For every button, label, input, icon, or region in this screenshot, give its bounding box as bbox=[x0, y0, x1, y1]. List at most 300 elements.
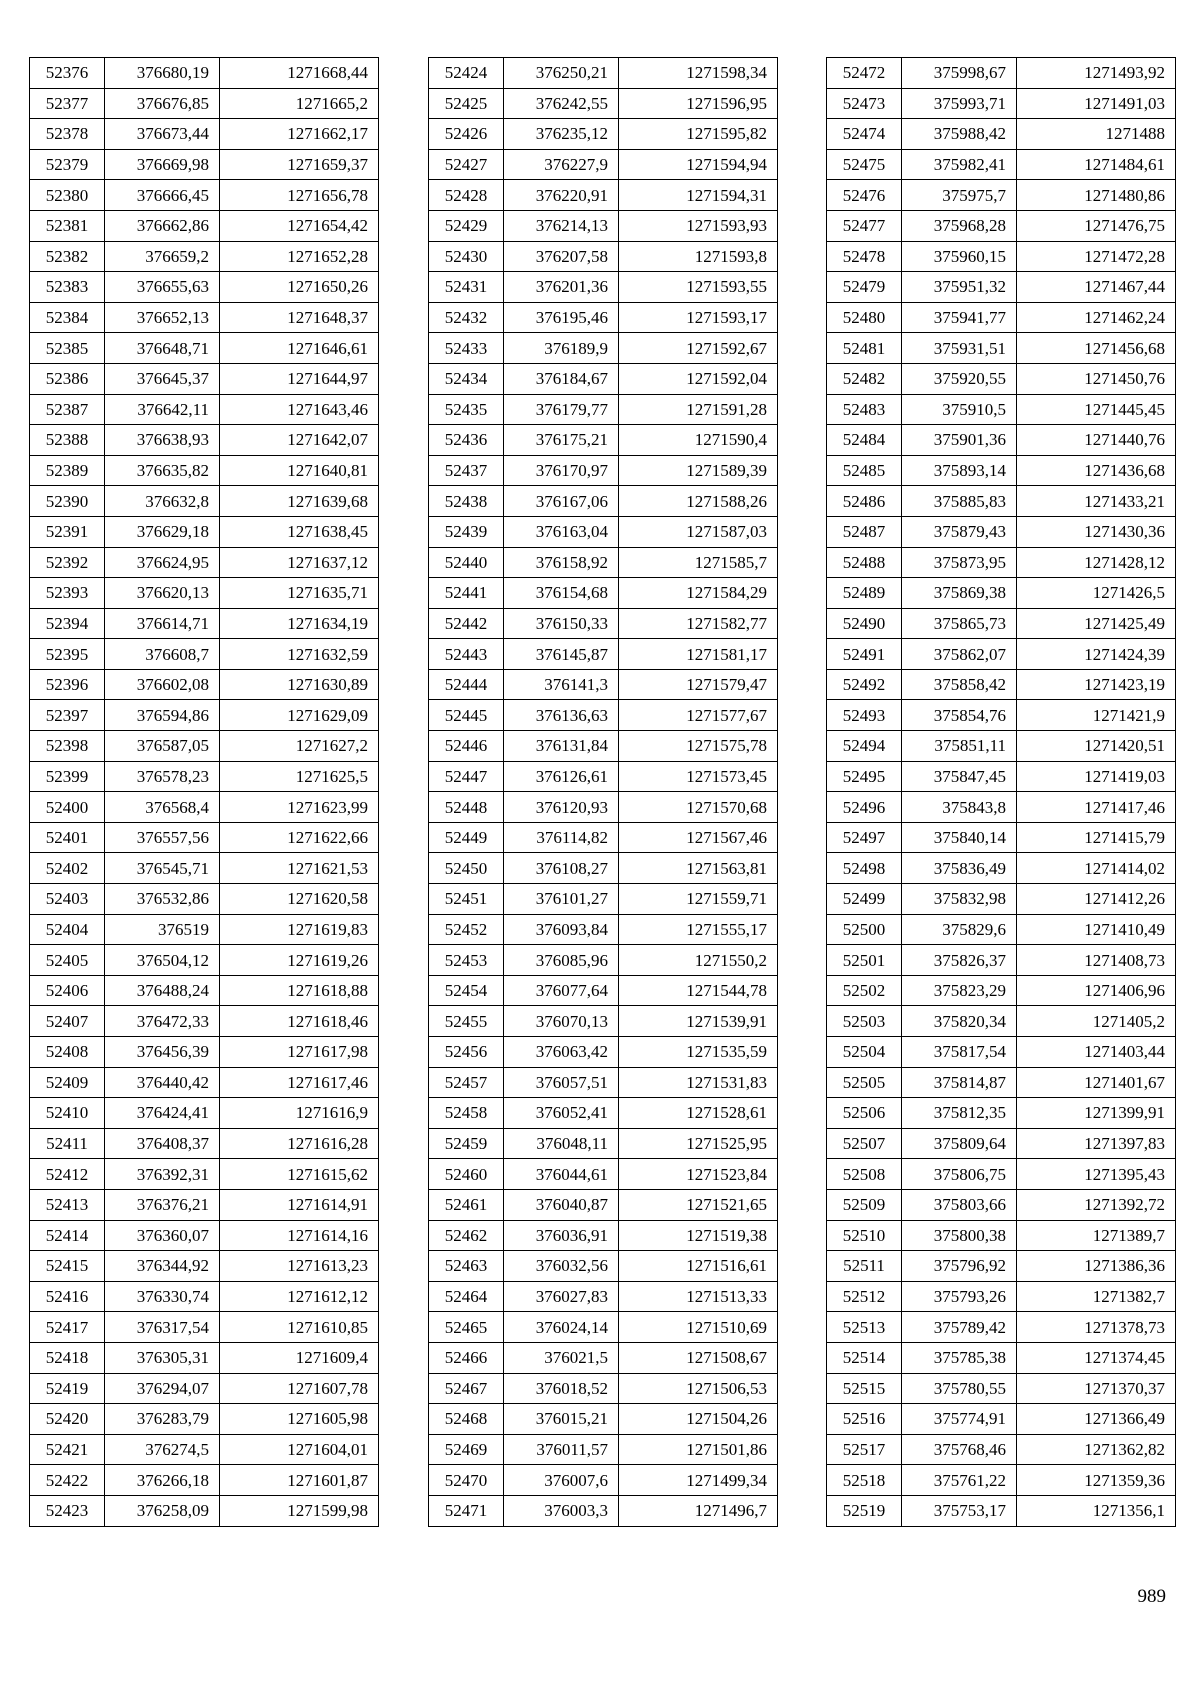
table-row bbox=[429, 1404, 778, 1435]
table-row bbox=[827, 88, 1176, 119]
table-row bbox=[827, 1342, 1176, 1373]
point-number-cell: 52510 bbox=[827, 1220, 902, 1251]
y-coordinate-cell: 1271415,79 bbox=[1017, 822, 1176, 853]
point-number-cell: 52515 bbox=[827, 1373, 902, 1404]
y-coordinate-cell: 1271374,45 bbox=[1017, 1342, 1176, 1373]
table-row bbox=[429, 914, 778, 945]
table-row bbox=[429, 1495, 778, 1526]
point-number-cell: 52492 bbox=[827, 669, 902, 700]
table-row bbox=[827, 608, 1176, 639]
table-row bbox=[429, 486, 778, 517]
x-coordinate-cell: 376250,21 bbox=[504, 58, 619, 89]
y-coordinate-cell: 1271622,66 bbox=[220, 822, 379, 853]
x-coordinate-cell: 376027,83 bbox=[504, 1281, 619, 1312]
x-coordinate-cell: 376170,97 bbox=[504, 455, 619, 486]
x-coordinate-cell: 375941,77 bbox=[902, 302, 1017, 333]
y-coordinate-cell: 1271593,93 bbox=[619, 210, 778, 241]
point-number-cell: 52443 bbox=[429, 639, 504, 670]
table-row bbox=[827, 1495, 1176, 1526]
x-coordinate-cell: 376557,56 bbox=[105, 822, 220, 853]
y-coordinate-cell: 1271595,82 bbox=[619, 119, 778, 150]
table-row bbox=[30, 1006, 379, 1037]
point-number-cell: 52512 bbox=[827, 1281, 902, 1312]
table-row bbox=[827, 394, 1176, 425]
y-coordinate-cell: 1271618,46 bbox=[220, 1006, 379, 1037]
table-row bbox=[30, 1220, 379, 1251]
x-coordinate-cell: 376659,2 bbox=[105, 241, 220, 272]
y-coordinate-cell: 1271630,89 bbox=[220, 669, 379, 700]
x-coordinate-cell: 376408,37 bbox=[105, 1128, 220, 1159]
x-coordinate-cell: 375901,36 bbox=[902, 425, 1017, 456]
y-coordinate-cell: 1271640,81 bbox=[220, 455, 379, 486]
point-number-cell: 52506 bbox=[827, 1098, 902, 1129]
table-row bbox=[429, 363, 778, 394]
x-coordinate-cell: 376048,11 bbox=[504, 1128, 619, 1159]
point-number-cell: 52516 bbox=[827, 1404, 902, 1435]
x-coordinate-cell: 376330,74 bbox=[105, 1281, 220, 1312]
x-coordinate-cell: 376145,87 bbox=[504, 639, 619, 670]
point-number-cell: 52481 bbox=[827, 333, 902, 364]
point-number-cell: 52499 bbox=[827, 884, 902, 915]
x-coordinate-cell: 376063,42 bbox=[504, 1037, 619, 1068]
point-number-cell: 52417 bbox=[30, 1312, 105, 1343]
y-coordinate-cell: 1271625,5 bbox=[220, 761, 379, 792]
table-row bbox=[827, 1189, 1176, 1220]
x-coordinate-cell: 375993,71 bbox=[902, 88, 1017, 119]
x-coordinate-cell: 376294,07 bbox=[105, 1373, 220, 1404]
point-number-cell: 52399 bbox=[30, 761, 105, 792]
point-number-cell: 52447 bbox=[429, 761, 504, 792]
x-coordinate-cell: 375803,66 bbox=[902, 1189, 1017, 1220]
x-coordinate-cell: 375910,5 bbox=[902, 394, 1017, 425]
x-coordinate-cell: 375768,46 bbox=[902, 1434, 1017, 1465]
table-row bbox=[30, 241, 379, 272]
y-coordinate-cell: 1271521,65 bbox=[619, 1189, 778, 1220]
point-number-cell: 52389 bbox=[30, 455, 105, 486]
table-row bbox=[429, 516, 778, 547]
y-coordinate-cell: 1271590,4 bbox=[619, 425, 778, 456]
x-coordinate-cell: 375843,8 bbox=[902, 792, 1017, 823]
point-number-cell: 52455 bbox=[429, 1006, 504, 1037]
x-coordinate-cell: 375780,55 bbox=[902, 1373, 1017, 1404]
y-coordinate-cell: 1271397,83 bbox=[1017, 1128, 1176, 1159]
x-coordinate-cell: 376666,45 bbox=[105, 180, 220, 211]
table-row bbox=[30, 547, 379, 578]
table-row bbox=[827, 731, 1176, 762]
x-coordinate-cell: 375840,14 bbox=[902, 822, 1017, 853]
x-coordinate-cell: 376136,63 bbox=[504, 700, 619, 731]
table-row bbox=[827, 1434, 1176, 1465]
y-coordinate-cell: 1271408,73 bbox=[1017, 945, 1176, 976]
x-coordinate-cell: 376283,79 bbox=[105, 1404, 220, 1435]
table-row bbox=[827, 975, 1176, 1006]
table-row bbox=[30, 1251, 379, 1282]
table-row bbox=[429, 547, 778, 578]
y-coordinate-cell: 1271570,68 bbox=[619, 792, 778, 823]
table-row bbox=[827, 578, 1176, 609]
point-number-cell: 52501 bbox=[827, 945, 902, 976]
x-coordinate-cell: 376108,27 bbox=[504, 853, 619, 884]
point-number-cell: 52483 bbox=[827, 394, 902, 425]
y-coordinate-cell: 1271504,26 bbox=[619, 1404, 778, 1435]
table-row bbox=[827, 1251, 1176, 1282]
table-row bbox=[827, 639, 1176, 670]
table-row bbox=[827, 333, 1176, 364]
y-coordinate-cell: 1271519,38 bbox=[619, 1220, 778, 1251]
table-row bbox=[30, 945, 379, 976]
y-coordinate-cell: 1271395,43 bbox=[1017, 1159, 1176, 1190]
x-coordinate-cell: 376305,31 bbox=[105, 1342, 220, 1373]
y-coordinate-cell: 1271392,72 bbox=[1017, 1189, 1176, 1220]
y-coordinate-cell: 1271550,2 bbox=[619, 945, 778, 976]
table-row bbox=[30, 1159, 379, 1190]
point-number-cell: 52459 bbox=[429, 1128, 504, 1159]
y-coordinate-cell: 1271642,07 bbox=[220, 425, 379, 456]
table-row bbox=[827, 1159, 1176, 1190]
x-coordinate-cell: 376645,37 bbox=[105, 363, 220, 394]
y-coordinate-cell: 1271516,61 bbox=[619, 1251, 778, 1282]
x-coordinate-cell: 376189,9 bbox=[504, 333, 619, 364]
x-coordinate-cell: 375789,42 bbox=[902, 1312, 1017, 1343]
x-coordinate-cell: 375809,64 bbox=[902, 1128, 1017, 1159]
table-row bbox=[827, 761, 1176, 792]
point-number-cell: 52431 bbox=[429, 272, 504, 303]
y-coordinate-cell: 1271577,67 bbox=[619, 700, 778, 731]
table-row bbox=[30, 914, 379, 945]
y-coordinate-cell: 1271617,46 bbox=[220, 1067, 379, 1098]
x-coordinate-cell: 376545,71 bbox=[105, 853, 220, 884]
table-row bbox=[827, 516, 1176, 547]
table-row bbox=[827, 1404, 1176, 1435]
x-coordinate-cell: 376602,08 bbox=[105, 669, 220, 700]
point-number-cell: 52409 bbox=[30, 1067, 105, 1098]
table-row bbox=[827, 853, 1176, 884]
point-number-cell: 52434 bbox=[429, 363, 504, 394]
table-row bbox=[429, 1159, 778, 1190]
x-coordinate-cell: 375854,76 bbox=[902, 700, 1017, 731]
x-coordinate-cell: 376440,42 bbox=[105, 1067, 220, 1098]
x-coordinate-cell: 375869,38 bbox=[902, 578, 1017, 609]
y-coordinate-cell: 1271650,26 bbox=[220, 272, 379, 303]
x-coordinate-cell: 376392,31 bbox=[105, 1159, 220, 1190]
table-row bbox=[827, 792, 1176, 823]
x-coordinate-cell: 376655,63 bbox=[105, 272, 220, 303]
table-row bbox=[30, 761, 379, 792]
y-coordinate-cell: 1271613,23 bbox=[220, 1251, 379, 1282]
point-number-cell: 52479 bbox=[827, 272, 902, 303]
point-number-cell: 52418 bbox=[30, 1342, 105, 1373]
point-number-cell: 52466 bbox=[429, 1342, 504, 1373]
x-coordinate-cell: 376587,05 bbox=[105, 731, 220, 762]
y-coordinate-cell: 1271425,49 bbox=[1017, 608, 1176, 639]
table-row bbox=[30, 792, 379, 823]
point-number-cell: 52425 bbox=[429, 88, 504, 119]
y-coordinate-cell: 1271656,78 bbox=[220, 180, 379, 211]
x-coordinate-cell: 375826,37 bbox=[902, 945, 1017, 976]
x-coordinate-cell: 375817,54 bbox=[902, 1037, 1017, 1068]
point-number-cell: 52504 bbox=[827, 1037, 902, 1068]
y-coordinate-cell: 1271506,53 bbox=[619, 1373, 778, 1404]
point-number-cell: 52376 bbox=[30, 58, 105, 89]
point-number-cell: 52486 bbox=[827, 486, 902, 517]
x-coordinate-cell: 376036,91 bbox=[504, 1220, 619, 1251]
point-number-cell: 52437 bbox=[429, 455, 504, 486]
point-number-cell: 52500 bbox=[827, 914, 902, 945]
table-row bbox=[30, 1128, 379, 1159]
y-coordinate-cell: 1271587,03 bbox=[619, 516, 778, 547]
table-row bbox=[429, 1067, 778, 1098]
y-coordinate-cell: 1271420,51 bbox=[1017, 731, 1176, 762]
point-number-cell: 52445 bbox=[429, 700, 504, 731]
point-number-cell: 52403 bbox=[30, 884, 105, 915]
point-number-cell: 52475 bbox=[827, 149, 902, 180]
point-number-cell: 52424 bbox=[429, 58, 504, 89]
y-coordinate-cell: 1271637,12 bbox=[220, 547, 379, 578]
point-number-cell: 52444 bbox=[429, 669, 504, 700]
y-coordinate-cell: 1271403,44 bbox=[1017, 1037, 1176, 1068]
table-row bbox=[429, 1465, 778, 1496]
table-row bbox=[30, 302, 379, 333]
table-row bbox=[30, 58, 379, 89]
x-coordinate-cell: 375820,34 bbox=[902, 1006, 1017, 1037]
x-coordinate-cell: 376057,51 bbox=[504, 1067, 619, 1098]
x-coordinate-cell: 376673,44 bbox=[105, 119, 220, 150]
point-number-cell: 52480 bbox=[827, 302, 902, 333]
y-coordinate-cell: 1271582,77 bbox=[619, 608, 778, 639]
y-coordinate-cell: 1271617,98 bbox=[220, 1037, 379, 1068]
x-coordinate-cell: 376376,21 bbox=[105, 1189, 220, 1220]
table-row bbox=[827, 272, 1176, 303]
point-number-cell: 52496 bbox=[827, 792, 902, 823]
x-coordinate-cell: 375975,7 bbox=[902, 180, 1017, 211]
x-coordinate-cell: 376044,61 bbox=[504, 1159, 619, 1190]
x-coordinate-cell: 376648,71 bbox=[105, 333, 220, 364]
y-coordinate-cell: 1271573,45 bbox=[619, 761, 778, 792]
y-coordinate-cell: 1271567,46 bbox=[619, 822, 778, 853]
table-row bbox=[827, 149, 1176, 180]
x-coordinate-cell: 376676,85 bbox=[105, 88, 220, 119]
x-coordinate-cell: 375774,91 bbox=[902, 1404, 1017, 1435]
y-coordinate-cell: 1271362,82 bbox=[1017, 1434, 1176, 1465]
point-number-cell: 52509 bbox=[827, 1189, 902, 1220]
table-row bbox=[30, 88, 379, 119]
x-coordinate-cell: 376077,64 bbox=[504, 975, 619, 1006]
point-number-cell: 52487 bbox=[827, 516, 902, 547]
x-coordinate-cell: 375753,17 bbox=[902, 1495, 1017, 1526]
point-number-cell: 52473 bbox=[827, 88, 902, 119]
point-number-cell: 52502 bbox=[827, 975, 902, 1006]
y-coordinate-cell: 1271370,37 bbox=[1017, 1373, 1176, 1404]
table-row bbox=[827, 363, 1176, 394]
y-coordinate-cell: 1271591,28 bbox=[619, 394, 778, 425]
table-row bbox=[429, 1006, 778, 1037]
x-coordinate-cell: 376085,96 bbox=[504, 945, 619, 976]
point-number-cell: 52517 bbox=[827, 1434, 902, 1465]
x-coordinate-cell: 376195,46 bbox=[504, 302, 619, 333]
coordinate-table-2 bbox=[428, 57, 778, 1527]
coordinate-table-1 bbox=[29, 57, 379, 1527]
table-row bbox=[429, 1128, 778, 1159]
x-coordinate-cell: 375823,29 bbox=[902, 975, 1017, 1006]
point-number-cell: 52384 bbox=[30, 302, 105, 333]
y-coordinate-cell: 1271643,46 bbox=[220, 394, 379, 425]
x-coordinate-cell: 376274,5 bbox=[105, 1434, 220, 1465]
table-row bbox=[827, 1098, 1176, 1129]
y-coordinate-cell: 1271462,24 bbox=[1017, 302, 1176, 333]
table-row bbox=[827, 486, 1176, 517]
table-row bbox=[429, 302, 778, 333]
table-row bbox=[429, 88, 778, 119]
x-coordinate-cell: 376101,27 bbox=[504, 884, 619, 915]
point-number-cell: 52478 bbox=[827, 241, 902, 272]
y-coordinate-cell: 1271528,61 bbox=[619, 1098, 778, 1129]
table-row bbox=[30, 394, 379, 425]
point-number-cell: 52513 bbox=[827, 1312, 902, 1343]
y-coordinate-cell: 1271619,83 bbox=[220, 914, 379, 945]
y-coordinate-cell: 1271421,9 bbox=[1017, 700, 1176, 731]
table-row bbox=[30, 822, 379, 853]
point-number-cell: 52433 bbox=[429, 333, 504, 364]
point-number-cell: 52415 bbox=[30, 1251, 105, 1282]
y-coordinate-cell: 1271599,98 bbox=[220, 1495, 379, 1526]
y-coordinate-cell: 1271594,94 bbox=[619, 149, 778, 180]
point-number-cell: 52442 bbox=[429, 608, 504, 639]
x-coordinate-cell: 375873,95 bbox=[902, 547, 1017, 578]
point-number-cell: 52414 bbox=[30, 1220, 105, 1251]
y-coordinate-cell: 1271588,26 bbox=[619, 486, 778, 517]
table-row bbox=[30, 272, 379, 303]
table-row bbox=[827, 1128, 1176, 1159]
point-number-cell: 52406 bbox=[30, 975, 105, 1006]
table-row bbox=[30, 578, 379, 609]
table-row bbox=[827, 669, 1176, 700]
point-number-cell: 52469 bbox=[429, 1434, 504, 1465]
point-number-cell: 52386 bbox=[30, 363, 105, 394]
x-coordinate-cell: 375851,11 bbox=[902, 731, 1017, 762]
table-row bbox=[827, 914, 1176, 945]
x-coordinate-cell: 376126,61 bbox=[504, 761, 619, 792]
x-coordinate-cell: 376227,9 bbox=[504, 149, 619, 180]
x-coordinate-cell: 375812,35 bbox=[902, 1098, 1017, 1129]
y-coordinate-cell: 1271428,12 bbox=[1017, 547, 1176, 578]
point-number-cell: 52494 bbox=[827, 731, 902, 762]
y-coordinate-cell: 1271614,16 bbox=[220, 1220, 379, 1251]
x-coordinate-cell: 376669,98 bbox=[105, 149, 220, 180]
x-coordinate-cell: 376150,33 bbox=[504, 608, 619, 639]
y-coordinate-cell: 1271623,99 bbox=[220, 792, 379, 823]
y-coordinate-cell: 1271467,44 bbox=[1017, 272, 1176, 303]
table-row bbox=[429, 149, 778, 180]
y-coordinate-cell: 1271523,84 bbox=[619, 1159, 778, 1190]
y-coordinate-cell: 1271510,69 bbox=[619, 1312, 778, 1343]
point-number-cell: 52378 bbox=[30, 119, 105, 150]
table-row bbox=[429, 58, 778, 89]
point-number-cell: 52446 bbox=[429, 731, 504, 762]
point-number-cell: 52518 bbox=[827, 1465, 902, 1496]
table-row bbox=[30, 1312, 379, 1343]
table-row bbox=[429, 210, 778, 241]
x-coordinate-cell: 376011,57 bbox=[504, 1434, 619, 1465]
y-coordinate-cell: 1271620,58 bbox=[220, 884, 379, 915]
point-number-cell: 52392 bbox=[30, 547, 105, 578]
x-coordinate-cell: 376235,12 bbox=[504, 119, 619, 150]
table-row bbox=[429, 761, 778, 792]
table-row bbox=[827, 1037, 1176, 1068]
table-row bbox=[429, 884, 778, 915]
point-number-cell: 52387 bbox=[30, 394, 105, 425]
point-number-cell: 52377 bbox=[30, 88, 105, 119]
y-coordinate-cell: 1271593,55 bbox=[619, 272, 778, 303]
x-coordinate-cell: 375862,07 bbox=[902, 639, 1017, 670]
x-coordinate-cell: 376662,86 bbox=[105, 210, 220, 241]
table-row bbox=[30, 669, 379, 700]
table-row bbox=[429, 822, 778, 853]
y-coordinate-cell: 1271612,12 bbox=[220, 1281, 379, 1312]
y-coordinate-cell: 1271401,67 bbox=[1017, 1067, 1176, 1098]
point-number-cell: 52435 bbox=[429, 394, 504, 425]
y-coordinate-cell: 1271476,75 bbox=[1017, 210, 1176, 241]
x-coordinate-cell: 376504,12 bbox=[105, 945, 220, 976]
point-number-cell: 52476 bbox=[827, 180, 902, 211]
table-row bbox=[429, 1434, 778, 1465]
y-coordinate-cell: 1271575,78 bbox=[619, 731, 778, 762]
table-row bbox=[30, 1342, 379, 1373]
table-row bbox=[429, 1342, 778, 1373]
table-row bbox=[429, 639, 778, 670]
point-number-cell: 52449 bbox=[429, 822, 504, 853]
y-coordinate-cell: 1271635,71 bbox=[220, 578, 379, 609]
point-number-cell: 52452 bbox=[429, 914, 504, 945]
y-coordinate-cell: 1271472,28 bbox=[1017, 241, 1176, 272]
table-row bbox=[429, 241, 778, 272]
table-row bbox=[30, 639, 379, 670]
y-coordinate-cell: 1271501,86 bbox=[619, 1434, 778, 1465]
y-coordinate-cell: 1271480,86 bbox=[1017, 180, 1176, 211]
x-coordinate-cell: 376632,8 bbox=[105, 486, 220, 517]
x-coordinate-cell: 376201,36 bbox=[504, 272, 619, 303]
y-coordinate-cell: 1271584,29 bbox=[619, 578, 778, 609]
y-coordinate-cell: 1271499,34 bbox=[619, 1465, 778, 1496]
y-coordinate-cell: 1271535,59 bbox=[619, 1037, 778, 1068]
x-coordinate-cell: 376532,86 bbox=[105, 884, 220, 915]
y-coordinate-cell: 1271589,39 bbox=[619, 455, 778, 486]
point-number-cell: 52488 bbox=[827, 547, 902, 578]
y-coordinate-cell: 1271659,37 bbox=[220, 149, 379, 180]
y-coordinate-cell: 1271436,68 bbox=[1017, 455, 1176, 486]
point-number-cell: 52507 bbox=[827, 1128, 902, 1159]
x-coordinate-cell: 375893,14 bbox=[902, 455, 1017, 486]
point-number-cell: 52441 bbox=[429, 578, 504, 609]
point-number-cell: 52402 bbox=[30, 853, 105, 884]
y-coordinate-cell: 1271445,45 bbox=[1017, 394, 1176, 425]
point-number-cell: 52493 bbox=[827, 700, 902, 731]
point-number-cell: 52465 bbox=[429, 1312, 504, 1343]
y-coordinate-cell: 1271634,19 bbox=[220, 608, 379, 639]
point-number-cell: 52497 bbox=[827, 822, 902, 853]
x-coordinate-cell: 376021,5 bbox=[504, 1342, 619, 1373]
point-number-cell: 52514 bbox=[827, 1342, 902, 1373]
x-coordinate-cell: 375847,45 bbox=[902, 761, 1017, 792]
y-coordinate-cell: 1271366,49 bbox=[1017, 1404, 1176, 1435]
y-coordinate-cell: 1271616,28 bbox=[220, 1128, 379, 1159]
y-coordinate-cell: 1271619,26 bbox=[220, 945, 379, 976]
point-number-cell: 52416 bbox=[30, 1281, 105, 1312]
y-coordinate-cell: 1271592,04 bbox=[619, 363, 778, 394]
point-number-cell: 52405 bbox=[30, 945, 105, 976]
y-coordinate-cell: 1271654,42 bbox=[220, 210, 379, 241]
point-number-cell: 52498 bbox=[827, 853, 902, 884]
y-coordinate-cell: 1271604,01 bbox=[220, 1434, 379, 1465]
